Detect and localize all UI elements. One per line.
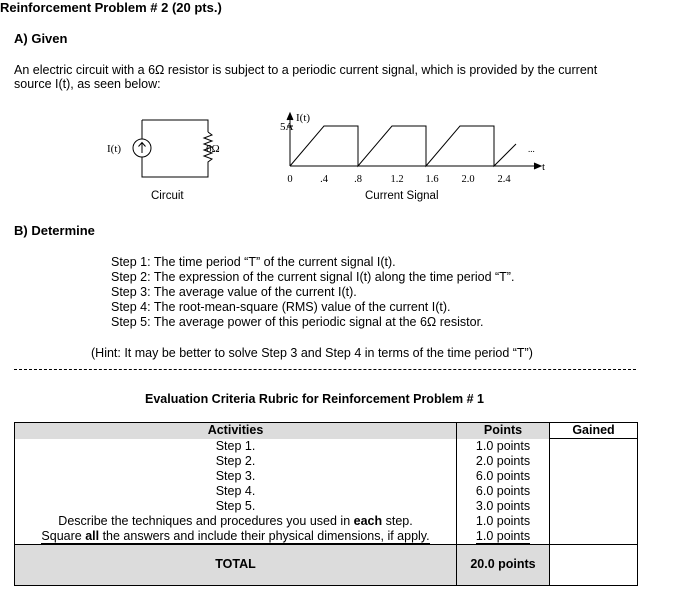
table-header-row — [15, 423, 638, 439]
tick-label: 2.4 — [497, 174, 511, 185]
circuit-caption: Circuit — [151, 190, 184, 202]
rubric-table — [14, 422, 638, 586]
tick-label: 1.6 — [425, 174, 439, 185]
y-axis-arrow — [287, 113, 293, 120]
x-axis-arrow — [534, 163, 541, 169]
tick-label: 2.0 — [461, 174, 475, 185]
tick-label: 0 — [287, 174, 293, 185]
step-item: Step 5: The average power of this periodic signal at the 6Ω resistor. — [111, 315, 484, 329]
given-paragraph-line2: source I(t), as seen below: — [14, 77, 161, 91]
total-points: 20.0 points — [457, 544, 550, 585]
table-row — [15, 469, 638, 484]
source-label: I(t) — [107, 143, 122, 155]
amplitude-label: 5A — [280, 121, 294, 133]
table-row — [15, 514, 638, 529]
activity-text-bold: each — [353, 513, 383, 528]
points-cell — [457, 529, 550, 545]
signal-waveform — [290, 126, 516, 166]
activity-text-pre: Square — [41, 528, 86, 543]
step-item: Step 2: The expression of the current signal I(t) along the time period “T”. — [111, 270, 515, 284]
hint-text: (Hint: It may be better to solve Step 3 and Step 4 in terms of the time period “T”) — [91, 346, 533, 360]
activity-text-pre: Describe the techniques and procedures you used in — [58, 513, 354, 528]
y-axis-label: I(t) — [296, 112, 311, 124]
gained-cell[interactable] — [550, 529, 638, 545]
gained-cell[interactable] — [550, 439, 638, 454]
gained-cell[interactable] — [550, 469, 638, 484]
table-row — [15, 529, 638, 545]
header-gained: Gained — [550, 423, 638, 439]
activity-cell — [15, 514, 457, 529]
section-b-heading: B) Determine — [14, 223, 95, 238]
total-gained-cell[interactable] — [550, 544, 638, 585]
x-axis-label: t — [542, 161, 546, 173]
table-row — [15, 499, 638, 514]
activity-cell: Step 2. — [15, 454, 457, 469]
points-cell: 2.0 points — [457, 454, 550, 469]
tick-label: .4 — [320, 174, 328, 185]
circuit-diagram — [95, 112, 235, 182]
activity-text-post: step. — [382, 513, 413, 528]
activity-cell: Step 1. — [15, 439, 457, 454]
points-text: 1.0 points — [475, 528, 531, 543]
gained-cell[interactable] — [550, 484, 638, 499]
table-row — [15, 454, 638, 469]
table-row — [15, 484, 638, 499]
step-item: Step 3: The average value of the current I(t). — [111, 285, 357, 299]
activity-cell: Step 4. — [15, 484, 457, 499]
header-points: Points — [457, 423, 550, 439]
current-signal-graph — [260, 108, 560, 193]
section-a-heading: A) Given — [14, 31, 68, 46]
activity-cell: Step 5. — [15, 499, 457, 514]
signal-caption: Current Signal — [365, 190, 439, 202]
circuit-wires — [142, 120, 208, 177]
header-activities: Activities — [15, 423, 457, 439]
total-row — [15, 544, 638, 585]
activity-cell — [15, 529, 457, 545]
activity-text-bold: all — [85, 528, 100, 543]
continuation-ellipsis: ... — [528, 144, 535, 154]
given-paragraph-line1: An electric circuit with a 6Ω resistor is subject to a periodic current signal, which is provided by the current — [14, 63, 598, 77]
points-cell: 1.0 points — [457, 439, 550, 454]
activity-text-post: the answers and include their physical dimensions, if apply. — [99, 528, 430, 543]
rubric-title: Evaluation Criteria Rubric for Reinforcement Problem # 1 — [145, 392, 484, 406]
gained-cell[interactable] — [550, 454, 638, 469]
points-cell: 6.0 points — [457, 469, 550, 484]
points-cell: 3.0 points — [457, 499, 550, 514]
page-title: Reinforcement Problem # 2 (20 pts.) — [0, 0, 222, 15]
activity-cell: Step 3. — [15, 469, 457, 484]
table-row — [15, 439, 638, 454]
tick-label: .8 — [354, 174, 362, 185]
points-cell: 6.0 points — [457, 484, 550, 499]
step-item: Step 1: The time period “T” of the current signal I(t). — [111, 255, 396, 269]
gained-cell[interactable] — [550, 514, 638, 529]
resistor-label: 6Ω — [206, 143, 220, 155]
step-item: Step 4: The root-mean-square (RMS) value of the current I(t). — [111, 300, 451, 314]
gained-cell[interactable] — [550, 499, 638, 514]
tick-label: 1.2 — [390, 174, 404, 185]
section-divider — [14, 369, 636, 370]
points-cell: 1.0 points — [457, 514, 550, 529]
total-label: TOTAL — [15, 544, 457, 585]
